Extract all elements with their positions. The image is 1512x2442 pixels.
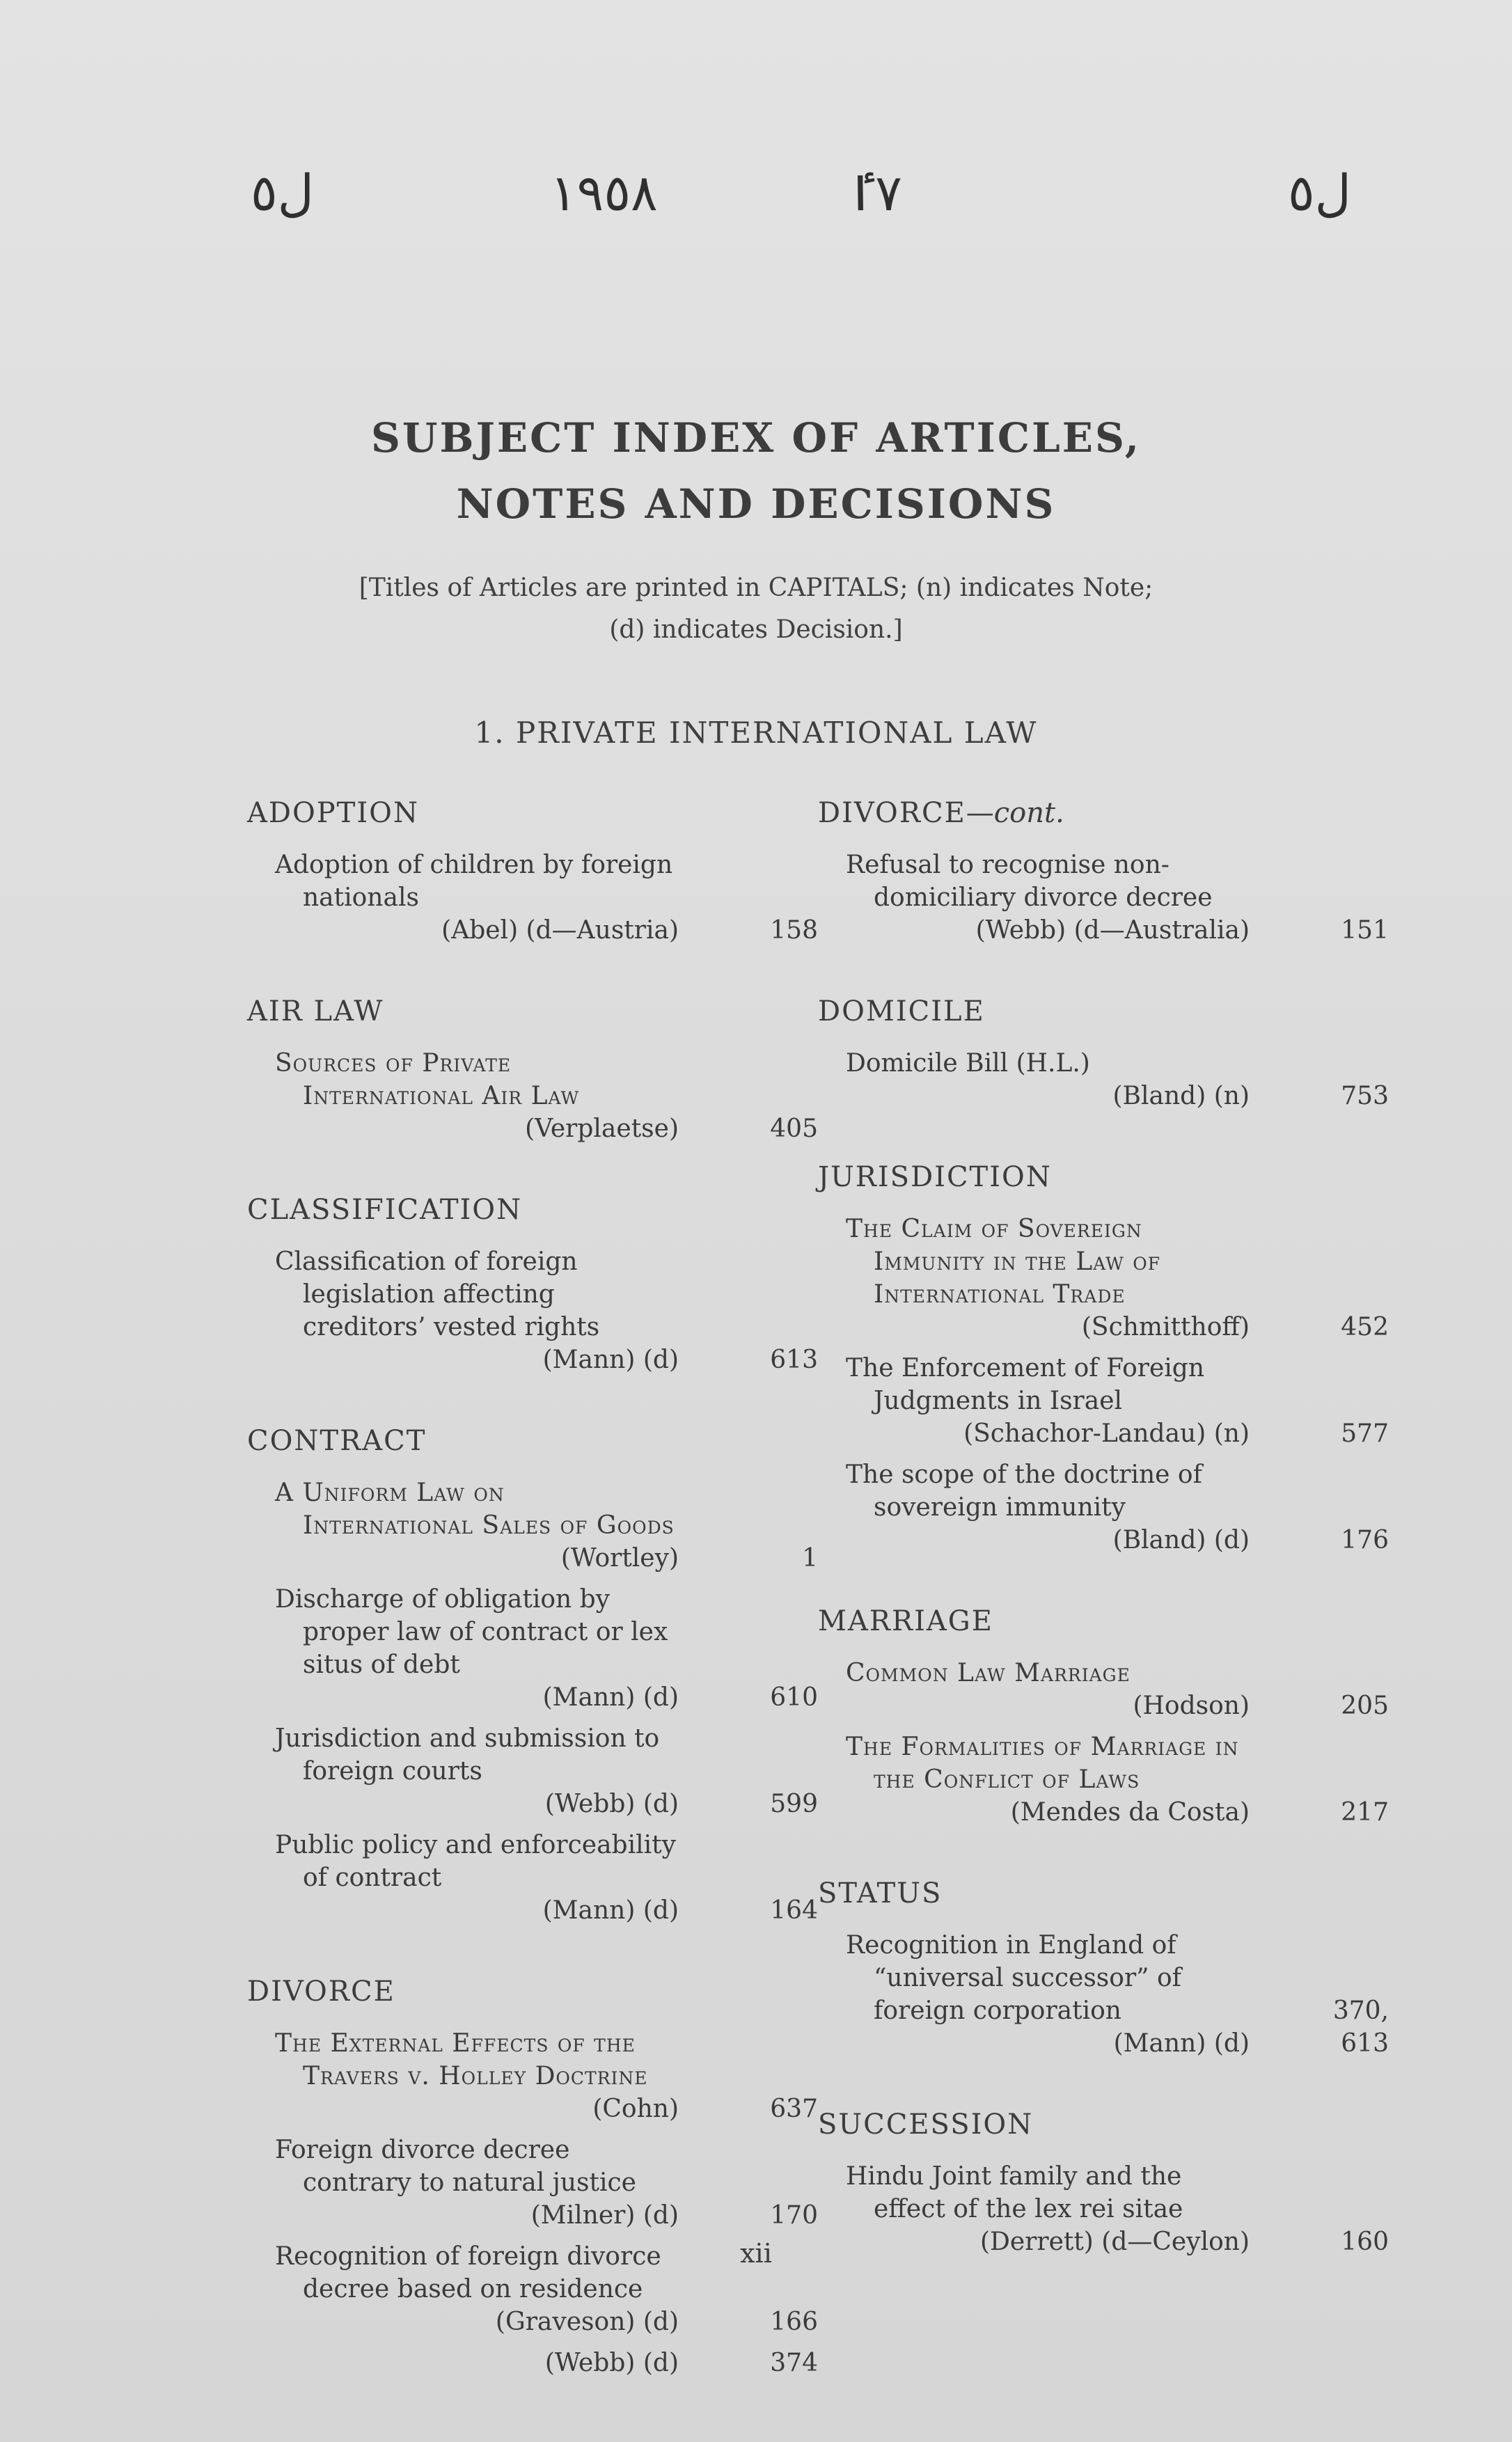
entry-title: The External Effects of the Travers v. Holley Doctrine [275,2029,648,2090]
entry-citation: (Wortley) [560,1544,679,1573]
index-entry [247,1722,818,1820]
entry-page-number: 637 [770,2095,818,2123]
entry-title: Recognition of foreign divorce decree based on residence [275,2242,661,2303]
handwritten-mark-1: ل٥ [251,164,314,222]
index-entry [818,1657,1389,1722]
index-entry [818,1731,1389,1829]
entry-citation: (Abel) (d—Austria) [441,916,679,945]
entry-title: Public policy and enforceability of contract [275,1831,676,1892]
entry-citation: (Mann) (d) [542,1683,679,1712]
entry-title: The scope of the doctrine of sovereign immunity [846,1460,1202,1522]
legend-line-1: [Titles of Articles are printed in CAPITALS; (n) indicates Note; [359,574,1153,602]
entry-citation: (Webb) (d—Australia) [975,916,1250,945]
section-heading: 1. PRIVATE INTERNATIONAL LAW [474,716,1038,750]
index-entry [247,2134,818,2232]
entry-page-number: 151 [1341,916,1389,945]
group-divorce-cont [818,797,1389,947]
group-adoption [247,797,818,947]
group-classification [247,1194,818,1376]
heading-divorce-cont [818,797,1389,829]
index-entry [818,1929,1389,2060]
entry-title: Adoption of children by foreign nationals [275,851,673,912]
entry-citation: (Webb) (d) [544,2349,679,2377]
entry-citation: (Mendes da Costa) [1010,1798,1250,1827]
group-contract [247,1425,818,1927]
entry-page-number: 164 [770,1896,818,1925]
heading-adoption: ADOPTION [247,797,419,829]
index-entry [247,1476,818,1575]
page-title-line-2: NOTES AND DECISIONS [456,480,1056,528]
index-entry [818,1352,1389,1450]
entry-page-number: 158 [770,916,818,945]
entry-page-number: 599 [770,1790,818,1818]
entry-title: Classification of foreign legislation affecting creditors’ vested rights [275,1247,600,1341]
right-column [818,797,1389,2307]
entry-page-number: 370, 613 [1332,1996,1389,2058]
entry-page-number: 577 [1341,1419,1389,1448]
entry-title: Foreign divorce decree contrary to natural justice [275,2136,636,2197]
page-title-line-1: SUBJECT INDEX OF ARTICLES, [370,414,1142,462]
heading-jurisdiction: JURISDICTION [818,1161,1052,1193]
entry-page-number: 1 [802,1544,818,1573]
heading-divorce: DIVORCE [247,1976,395,2008]
entry-page-number: 405 [770,1114,818,1143]
index-entry [247,2027,818,2125]
entry-citation: (Graveson) (d) [495,2308,679,2336]
entry-citation: (Hodson) [1133,1692,1250,1720]
entry-page-number: 170 [770,2201,818,2230]
entry-citation: (Cohn) [592,2095,679,2123]
entry-citation: (Bland) (n) [1112,1082,1250,1110]
entry-title: Discharge of obligation by proper law of contract or lex situs of debt [275,1585,668,1679]
entry-title: The Enforcement of Foreign Judgments in Israel [846,1354,1205,1415]
entry-title: Common Law Marriage [846,1659,1131,1687]
entry-citation: (Derrett) (d—Ceylon) [979,2228,1250,2256]
legend-line-2: (d) indicates Decision.] [609,615,903,644]
left-column [247,797,818,2428]
entry-page-number: 753 [1341,1082,1389,1110]
entry-citation: (Bland) (d) [1112,1526,1250,1554]
entry-title: The Claim of Sovereign Immunity in the Law of International Trade [846,1215,1161,1309]
group-jurisdiction [818,1161,1389,1557]
entry-title: Domicile Bill (H.L.) [846,1049,1090,1078]
group-divorce [247,1976,818,2379]
handwritten-mark-2: ١٩٥٨ [550,164,658,222]
heading-succession: SUCCESSION [818,2109,1034,2141]
entry-page-number: 374 [770,2349,818,2377]
entry-title: Jurisdiction and submission to foreign courts [275,1724,660,1786]
index-entry [247,849,818,947]
index-entry [247,1829,818,1927]
index-entry [818,1213,1389,1344]
entry-page-number: 205 [1341,1692,1389,1720]
page-number: xii [740,2238,772,2269]
group-marriage [818,1605,1389,1829]
heading-domicile: DOMICILE [818,995,985,1027]
entry-citation: (Schmitthoff) [1081,1313,1250,1341]
entry-citation: (Mann) (d) [1113,2029,1250,2058]
entry-title: Hindu Joint family and the effect of the lex rei sitae [846,2162,1183,2223]
heading-marriage: MARRIAGE [818,1605,993,1637]
entry-title: Refusal to recognise non-domiciliary divorce decree [846,851,1213,912]
entry-page-number: 217 [1341,1798,1389,1827]
index-entry [247,2347,818,2379]
entry-title: Sources of Private International Air Law [275,1049,580,1110]
heading-text: DIVORCE [818,797,966,829]
index-entry [247,1047,818,1145]
handwritten-mark-4: ل٥ [1288,164,1351,222]
entry-title: The Formalities of Marriage in the Conflict of Laws [846,1733,1239,1794]
handwritten-mark-3: ٧ٵ [846,164,902,222]
entry-citation: (Schachor-Landau) (n) [963,1419,1250,1448]
heading-status: STATUS [818,1877,943,1909]
entry-citation: (Webb) (d) [544,1790,679,1818]
group-status [818,1877,1389,2060]
index-entry [818,1047,1389,1112]
index-entry [247,1583,818,1714]
group-air-law [247,995,818,1145]
heading-air-law: AIR LAW [247,995,384,1027]
group-domicile [818,995,1389,1112]
entry-page-number: 452 [1341,1313,1389,1341]
entry-page-number: 610 [770,1683,818,1712]
index-entry [818,849,1389,947]
index-entry [818,1458,1389,1557]
entry-citation: (Verplaetse) [525,1114,679,1143]
entry-citation: (Mann) (d) [542,1346,679,1374]
entry-title: Recognition in England of “universal successor” of foreign corporation [846,1931,1182,2025]
entry-citation: (Mann) (d) [542,1896,679,1925]
entry-page-number: 160 [1341,2228,1389,2256]
index-entry [247,1245,818,1376]
entry-page-number: 166 [770,2308,818,2336]
entry-citation: (Milner) (d) [530,2201,679,2230]
group-succession [818,2109,1389,2258]
heading-contract: CONTRACT [247,1425,427,1457]
continued-label: —cont. [966,797,1064,829]
entry-page-number: 176 [1341,1526,1389,1554]
entry-title: A Uniform Law on International Sales of Goods [275,1479,675,1540]
entry-page-number: 613 [770,1346,818,1374]
heading-classification: CLASSIFICATION [247,1194,523,1226]
